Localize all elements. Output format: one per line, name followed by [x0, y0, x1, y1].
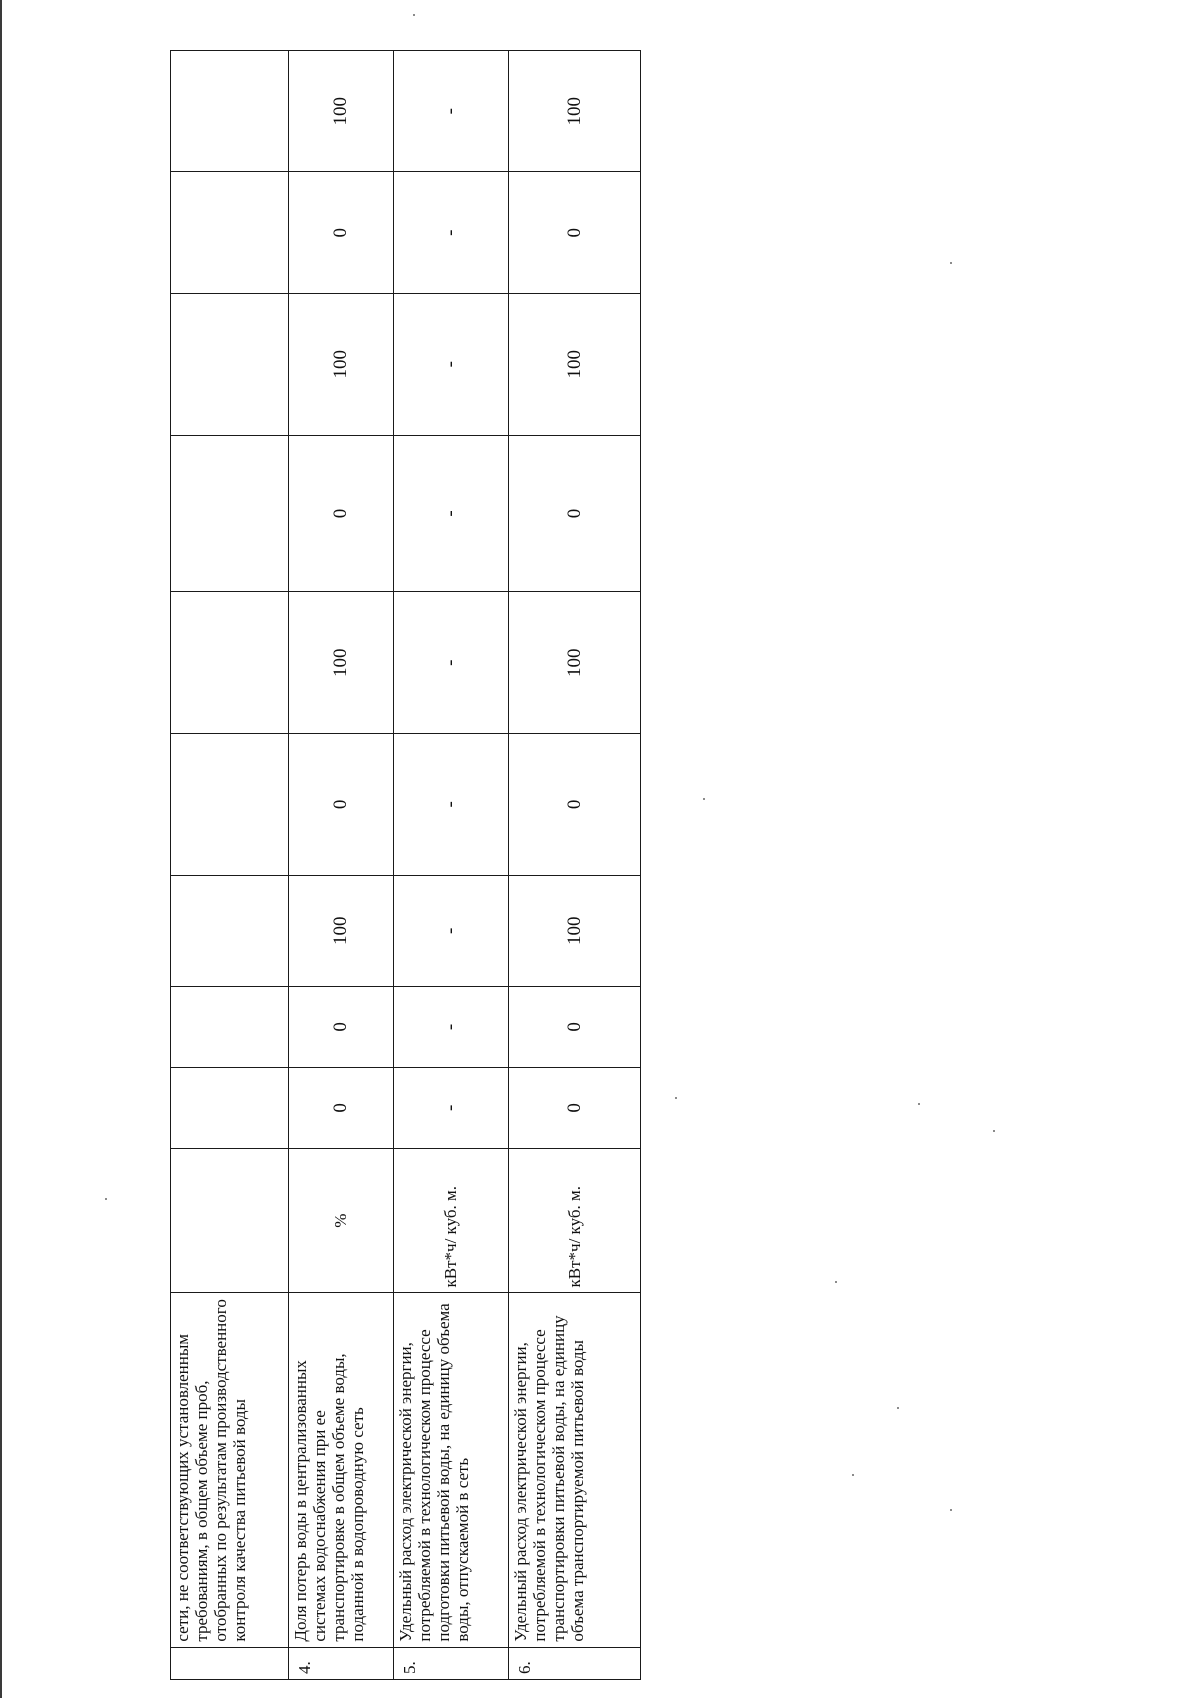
- value-cell: 0: [289, 172, 394, 293]
- value-cell: 0: [509, 1067, 641, 1148]
- indicator-name: Удельный расход электрической энергии, потребляемой в технологическом процессе подготовки питьевой воды, на единицу объема воды, отпускаемой в сеть: [394, 1293, 509, 1647]
- scan-speck: [852, 1474, 854, 1476]
- value-cell: [171, 1067, 289, 1148]
- value-cell: 100: [509, 293, 641, 435]
- value-cell: 0: [289, 1067, 394, 1148]
- scan-speck: [918, 1103, 920, 1105]
- indicator-name: Удельный расход электрической энергии, потребляемой в технологическом процессе транспортировки питьевой воды, на единицу объема транспортируемой питьевой воды: [509, 1293, 641, 1647]
- unit-cell: кВт*ч/ куб. м.: [509, 1148, 641, 1293]
- indicator-name: Доля потерь воды в централизованных системах водоснабжения при ее транспортировке в общем объеме воды, поданной в водопроводную сеть: [289, 1293, 394, 1647]
- row-number: 5.: [394, 1647, 509, 1679]
- value-cell: [171, 51, 289, 172]
- row-number: 6.: [509, 1647, 641, 1679]
- value-cell: 100: [509, 51, 641, 172]
- value-cell: 0: [509, 172, 641, 293]
- scan-left-edge: [0, 0, 2, 1698]
- value-cell: 0: [289, 986, 394, 1067]
- value-cell: -: [394, 734, 509, 876]
- value-cell: 100: [289, 875, 394, 986]
- indicators-table: [170, 50, 641, 1680]
- unit-cell: %: [289, 1148, 394, 1293]
- value-cell: -: [394, 1067, 509, 1148]
- scan-speck: [950, 1509, 952, 1511]
- row-number: [171, 1647, 289, 1679]
- scan-speck: [703, 798, 705, 800]
- value-cell: [171, 875, 289, 986]
- unit-cell: кВт*ч/ куб. м.: [394, 1148, 509, 1293]
- value-cell: 100: [509, 875, 641, 986]
- scan-speck: [950, 262, 952, 264]
- scan-speck: [413, 14, 415, 16]
- value-cell: [171, 986, 289, 1067]
- row-number: 4.: [289, 1647, 394, 1679]
- value-cell: 100: [289, 592, 394, 734]
- value-cell: -: [394, 592, 509, 734]
- value-cell: 100: [289, 293, 394, 435]
- table-row: [289, 51, 394, 1680]
- table-row: [394, 51, 509, 1680]
- value-cell: 0: [509, 435, 641, 592]
- value-cell: 0: [509, 734, 641, 876]
- value-cell: -: [394, 875, 509, 986]
- value-cell: [171, 172, 289, 293]
- rotated-page-content: [170, 50, 640, 1680]
- unit-cell: [171, 1148, 289, 1293]
- value-cell: -: [394, 435, 509, 592]
- value-cell: [171, 293, 289, 435]
- scan-speck: [105, 1198, 107, 1200]
- value-cell: -: [394, 986, 509, 1067]
- indicator-name: сети, не соответствующих установленным требованиям, в общем объеме проб, отобранных по результатам производственного контроля качества питьевой воды: [171, 1293, 289, 1647]
- scan-speck: [835, 1281, 837, 1283]
- value-cell: -: [394, 172, 509, 293]
- value-cell: -: [394, 51, 509, 172]
- value-cell: 0: [289, 435, 394, 592]
- value-cell: 100: [509, 592, 641, 734]
- value-cell: 0: [289, 734, 394, 876]
- value-cell: 0: [509, 986, 641, 1067]
- scan-speck: [993, 1130, 995, 1132]
- value-cell: [171, 734, 289, 876]
- value-cell: [171, 435, 289, 592]
- table-row: [509, 51, 641, 1680]
- value-cell: 100: [289, 51, 394, 172]
- value-cell: -: [394, 293, 509, 435]
- scan-speck: [675, 1097, 677, 1099]
- scan-speck: [897, 1407, 899, 1409]
- value-cell: [171, 592, 289, 734]
- table-row: [171, 51, 289, 1680]
